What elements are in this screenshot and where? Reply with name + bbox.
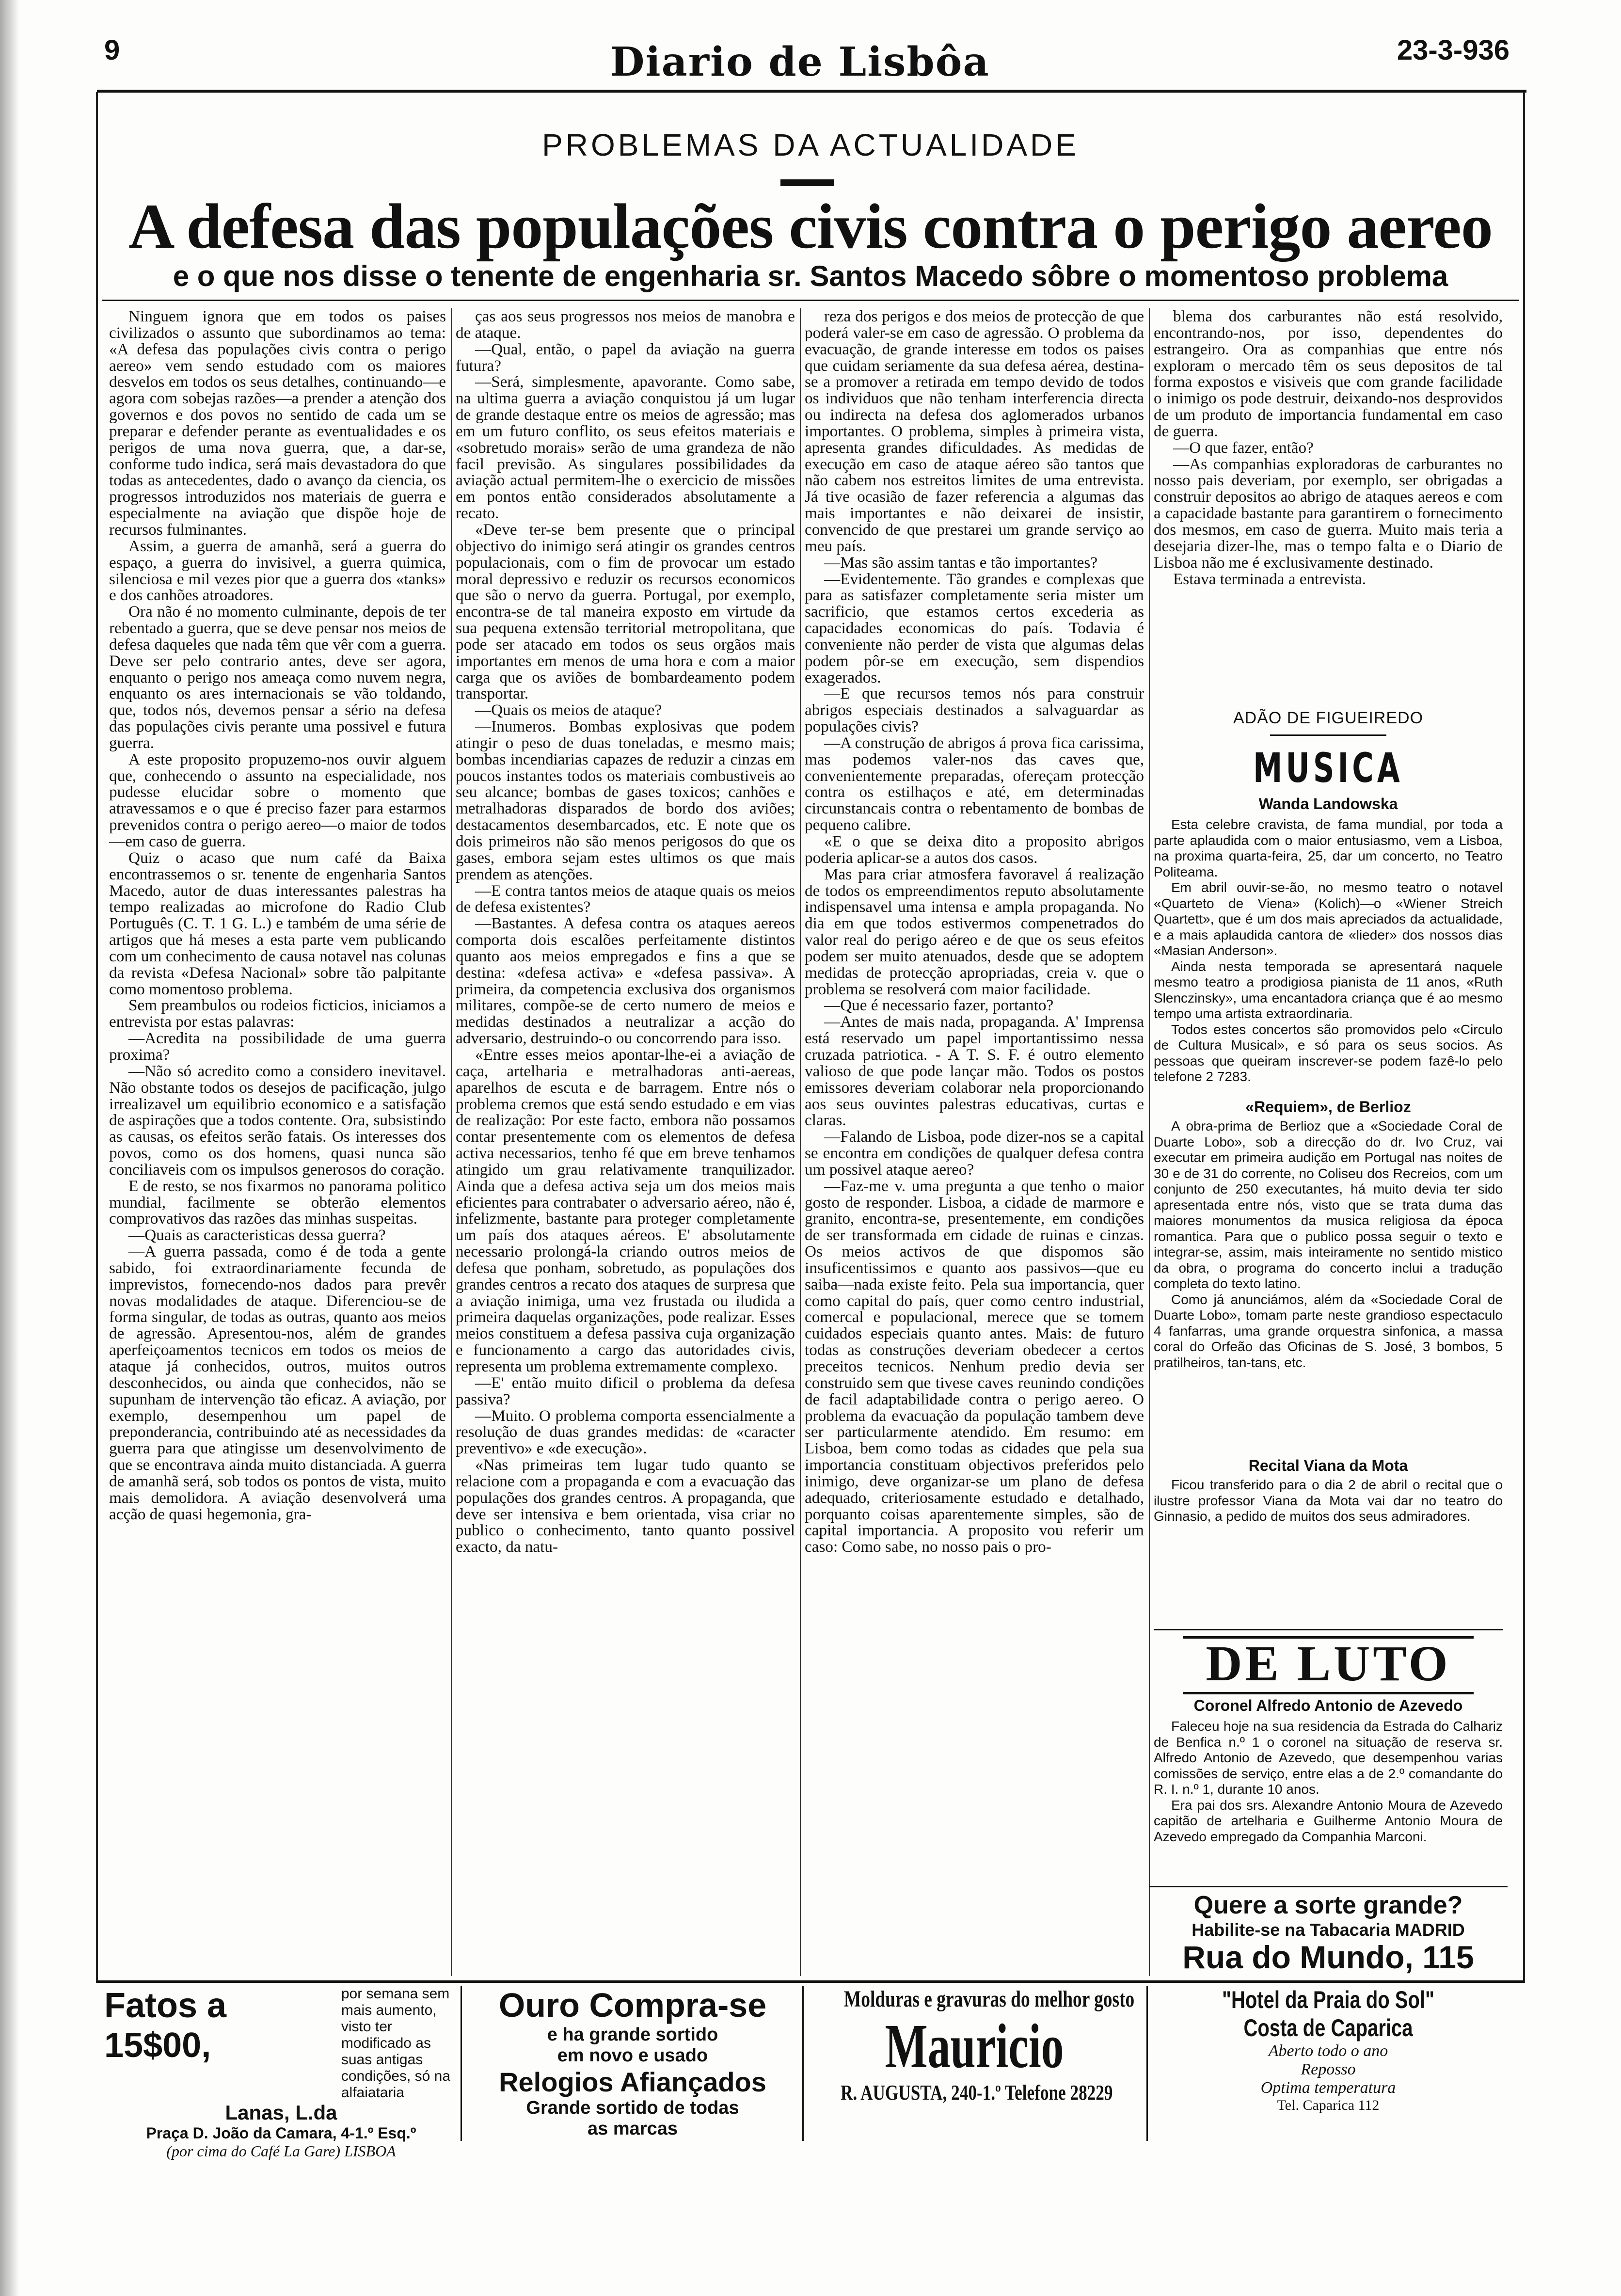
hotel-ad-line: Aberto todo o ano	[1268, 2042, 1388, 2060]
section-rule	[1154, 1629, 1503, 1630]
ad-rule	[1149, 1886, 1508, 1887]
music-item-heading: «Requiem», de Berlioz	[1245, 1098, 1411, 1116]
article-signature: ADÃO DE FIGUEIREDO	[1233, 709, 1424, 727]
paragraph: —Falando de Lisboa, pode dizer-nos se a capital se encontra em condições de qualquer defesa contra um possivel ataque aereo?	[805, 1128, 1144, 1179]
paragraph: —Acredita na possibilidade de uma guerra proxima?	[109, 1029, 446, 1064]
section-kicker: PROBLEMAS DA ACTUALIDADE	[542, 128, 1079, 162]
tailor-ad-detail: por semana sem mais aumento, visto ter modificado as suas antigas condições, só na alfaiataria	[341, 1986, 451, 2101]
hotel-ad-line: Reposso	[1301, 2060, 1356, 2078]
article-headline: A defesa das populações civis contra o perigo aereo	[128, 191, 1493, 262]
paragraph: Faleceu hoje na sua residencia da Estrada do Calhariz de Benfica n.º 1 o coronel na situação de reserva sr. Alfredo Antonio de Azevedo, que desempenhou varias comissões de serviço, entre elas a de 2.º comandante do R. I. n.º 1, durante 10 anos.	[1154, 1719, 1503, 1797]
paragraph: —E' então muito dificil o problema da defesa passiva?	[456, 1373, 795, 1408]
frames-ad-brand: Mauricio	[885, 2011, 1064, 2081]
paragraph: Ainda nesta temporada se apresentará naquele mesmo teatro a prodigiosa pianista de 11 anos, «Ruth Slenczinsky», uma encantadora criança que é ao mesmo tempo uma artista extraordinaria.	[1154, 958, 1503, 1021]
paragraph: —A guerra passada, como é de toda a gente sabido, foi extraordinariamente fecunda de imprevistos, fornecendo-nos dados para prevêr novas modalidades de ataque. Diferenciou-se de forma singular, de todas as outras, quanto aos meios de agressão. Apresentou-nos, além de grandes aperfeiçoamentos tecnicos em todos os meios de ataque já conhecidos, outros, muitos outros desconhecidos, ou ainda que conhecidos, não se supunham de intervenção tão eficaz. A aviação, por exemplo, desempenhou um papel de preponderancia, contribuindo até as necessidades da guerra para que atingisse um desenvolvimento de que se encontrava ainda muito distanciada. A guerra de amanhã será, sob todos os pontos de vista, muito mais demolidora. A aviação desenvolverá uma acção de quasi hegemonia, gra-	[109, 1243, 446, 1523]
tailor-ad-price: Fatos a 15$00,	[104, 1986, 227, 2065]
paragraph: Estava terminada a entrevista.	[1173, 570, 1367, 588]
obituary-text	[1154, 1719, 1503, 1883]
lottery-ad-line: Quere a sorte grande?	[1193, 1891, 1463, 1919]
obituary-subtitle: Coronel Alfredo Antonio de Azevedo	[1193, 1697, 1463, 1714]
paragraph: Sem preambulos ou rodeios ficticios, iniciamos a entrevista por estas palavras:	[109, 996, 446, 1031]
obituary-title: DE LUTO	[1183, 1636, 1474, 1694]
lottery-ad-line: Habilite-se na Tabacaria MADRID	[1192, 1920, 1465, 1940]
paragraph: Como já anunciámos, além da «Sociedade Coral de Duarte Lobo», tomam parte neste grandioso espectaculo 4 fanfarras, uma grande orquestra sinfonica, a massa coral do Orfeão das Oficinas de S. José, 3 bombos, 5 pratilheiros, tan-tans, etc.	[1154, 1292, 1503, 1370]
page-frame-left	[96, 92, 98, 1983]
masthead	[0, 0, 1621, 92]
paragraph: Quiz o acaso que num café da Baixa encontrassemos o sr. tenente de engenharia Santos Macedo, autor de duas interessantes palestras ha tempo realizadas ao microfone do Radio Club Português (C. T. 1 G. L.) e também de uma série de artigos que há meses a esta parte vem publicando com um conhecimento de causa notavel nas colunas da revista «Defesa Nacional» sobre tão palpitante como momentoso problema.	[109, 848, 446, 998]
paragraph: —Será, simplesmente, apavorante. Como sabe, na ultima guerra a aviação conquistou já um lugar de grande destaque entre os meios de agressão; mas em um futuro conflito, os seus efeitos materiais e «sobretudo morais» serão de uma grandeza de não facil previsão. As singulares possibilidades da aviação actual permitem-lhe o exercicio de missões em pontos então considerados absolutamente a recato.	[456, 373, 795, 523]
paragraph: Todos estes concertos são promovidos pelo «Circulo de Cultura Musical», e só para os seus socios. As pessoas que queiram inscrever-se podem fazê-lo pelo telefone 2 7283.	[1154, 1021, 1503, 1084]
signature-rule	[1270, 734, 1386, 736]
paragraph: reza dos perigos e dos meios de protecção de que poderá valer-se em caso de agressão. O problema da evacuação, de grande interesse em todos os paises que cuidam seriamente da sua defesa aérea, destina-se a promover a retirada em tempo devido de todos os individuos que não tenham interferencia directa ou indirecta na defesa dos aglomerados urbanos importantes. O problema, simples à primeira vista, apresenta grandes dificuldades. As medidas de execução em caso de ataque aéreo são tantos que não cabem nos estreitos limites de uma entrevista. Já tive ocasião de fazer referencia a algumas das mais importantes e não deixarei de insistir, convencido de que prestarei um grande serviço ao meu país.	[805, 307, 1144, 555]
gold-ad-line: Relogios Afiançados	[499, 2067, 766, 2097]
paragraph: «Entre esses meios apontar-lhe-ei a aviação de caça, artelharia e metralhadoras anti-aereas, aparelhos de escuta e de barragem. Entre nós o problema cremos que está sendo estudado e em vias de realização: Por este facto, embora não possamos contar presentemente com os elementos de defesa activa necessarios, tenho fé que em breve tenhamos atingido um grau relativamente tranquilizador. Ainda que a defesa activa seja um dos meios mais eficientes para contrabater o adversario aéreo, não é, infelizmente, bastante para proteger completamente um país dos ataques aéreos. E' absolutamente necessario prolongá-la criando outros meios de defesa que ponham, sobretudo, as populações dos grandes centros a recato dos ataques de surpresa que a aviação inimiga, uma vez frustada ou iludida a primeira daquelas organizações, pode realizar. Esses meios constituem a defesa passiva cuja organização e funcionamento a cargo das autoridades civis, representa um problema extremamente complexo.	[456, 1045, 795, 1375]
paragraph: —Muito. O problema comporta essencialmente a resolução de duas grandes medidas: de «caracter preventivo» e «de execução».	[456, 1406, 795, 1458]
tailor-ad-sub: (por cima do Café La Gare) LISBOA	[166, 2142, 396, 2160]
paragraph: —Qual, então, o papel da aviação na guerra futura?	[456, 340, 795, 375]
frames-ad-address: R. AUGUSTA, 240-1.º Telefone 28229	[841, 2081, 1113, 2105]
paragraph: —Inumeros. Bombas explosivas que podem atingir o peso de duas toneladas, e mesmo mais; bombas incendiarias capazes de reduzir a cinzas em poucos instantes todos os materiais combustiveis ao seu alcance; bombas de gases toxicos; canhões e metralhadoras disparados de bordo dos aviões; destacamentos desembarcados, etc. E note que os dois primeiros não são menos perigosos do que os gases, embora sejam estes ultimos os que mais prendem as atenções.	[456, 718, 795, 883]
paragraph: ças aos seus progressos nos meios de manobra e de ataque.	[456, 307, 795, 342]
paragraph: Esta celebre cravista, de fama mundial, por toda a parte aplaudida com o maior entusiasmo, vem a Lisboa, na proxima quarta-feira, 25, dar um concerto, no Teatro Politeama.	[1154, 817, 1503, 879]
frames-ad-headline: Molduras e gravuras do melhor gosto	[843, 1986, 1135, 2012]
paragraph: blema dos carburantes não está resolvido, encontrando-nos, por isso, dependentes do estrangeiro. Ora as companhias que entre nós exploram o mercado têm os seus depositos de tal forma expostos e visiveis que com grande facilidade o inimigo os pode destruir, deixando-nos desprovidos de um produto de importancia fundamental em caso de guerra.	[1154, 307, 1503, 440]
paragraph: —O que fazer, então?	[1173, 438, 1314, 457]
paragraph: «E o que se deixa dito a proposito abrigos poderia aplicar-se a autos dos casos.	[805, 832, 1144, 867]
masthead-rule	[97, 90, 1526, 93]
kicker-bar	[780, 179, 834, 186]
paragraph: —Não só acredito como a considero inevitavel. Não obstante todos os desejos de pacificação, julgo irrealizavel um equilibrio economico e a satisfação de aspirações que a todos contente. Ora, subsistindo as causas, os efeitos serão fatais. Os interesses dos povos, como os dos homens, quasi nunca são conciliaveis com os impulsos generosos do coração.	[109, 1062, 446, 1179]
music-item-2-text	[1154, 1118, 1503, 1458]
paragraph: —Mas são assim tantas e tão importantes?	[824, 553, 1098, 572]
music-item-heading: Wanda Landowska	[1258, 795, 1398, 813]
paragraph: —Faz-me v. uma pregunta a que tenho o maior gosto de responder. Lisboa, a cidade de marmore e granito, encontra-se, presentemente, em condições de ser transformada em cidade de ruinas e cinzas. Os meios activos de que dispomos são insuficentissimos e quanto aos passivos—que eu saiba—nada existe feito. Pela sua importancia, quer como capital do país, quer como centro industrial, comercal e populacional, merece que se tomem cuidados especiais quanto antes. Mais: de futuro todas as construções deveriam obedecer a certos preceitos tecnicos. Nenhum predio devia ser construido sem que tivese caves reunindo condições de facil adaptabilidade contra o perigo aereo. O problema da evacuação da população tambem deve ser particularmente atendido. Em resumo: em Lisboa, bem como todas as cidades que pela sua importancia constituam objectivos preferidos pelo inimigo, deve organizar-se um plano de defesa adequado, criteriosamente estudado e detalhado, porquanto coisas aparentemente simples, são de capital importancia. A proposito vou referir um caso: Como sabe, no nosso pais o pro-	[805, 1177, 1144, 1556]
paragraph: —Quais as caracteristicas dessa guerra?	[128, 1226, 386, 1244]
paragraph: —As companhias exploradoras de carburantes no nosso pais deveriam, por exemplo, ser obrigadas a construir depositos ao abrigo de ataques aereos e com a capacidade bastante para garantirem o fornecimento dos mesmos, em caso de guerra. Muito mais teria a desejaria dizer-lhe, mas o tempo falta e o Diario de Lisboa não me é exclusivamente destinado.	[1154, 455, 1503, 572]
article-column-4	[1154, 308, 1503, 725]
gold-ad-line: e ha grande sortido	[547, 2025, 718, 2045]
paragraph: —Evidentemente. Tão grandes e complexas que para as satisfazer completamente seria mister um sacrificio, que estamos certos excederia as capacidades economicas do país. Todavia é conveniente não perder de vista que algumas delas podem pôr-se em execução, sem dispendios exagerados.	[805, 570, 1144, 686]
tailor-ad-address: Praça D. João da Camara, 4-1.º Esq.º	[146, 2124, 416, 2142]
scan-edge	[0, 0, 19, 2296]
paragraph: Em abril ouvir-se-ão, no mesmo teatro o notavel «Quarteto de Viena» (Kolich)—o «Wiener Streich Quartett», que é um dos mais apreciados da actualidade, e a mais aplaudida cantora de «lieder» dos nossos dias «Masian Anderson».	[1154, 880, 1503, 958]
hotel-ad	[1149, 1986, 1508, 2141]
paragraph: E de resto, se nos fixarmos no panorama politico mundial, facilmente se obterão elementos comprovativos das razões das minhas suspeitas.	[109, 1177, 446, 1228]
music-item-heading: Recital Viana da Mota	[1248, 1457, 1408, 1474]
paragraph: Era pai dos srs. Alexandre Antonio Moura de Azevedo capitão de artelharia e Guilherme Antonio Moura de Azevedo empregado da Companhia Marconi.	[1154, 1797, 1503, 1844]
gold-ad-line: em novo e usado	[557, 2045, 708, 2066]
ad-separator	[461, 1986, 462, 2141]
gold-ad-headline: Ouro Compra-se	[498, 1986, 767, 2024]
hotel-ad-line: Optima temperatura	[1260, 2079, 1396, 2097]
paragraph: —Que é necessario fazer, portanto?	[824, 996, 1054, 1015]
paragraph: «Deve ter-se bem presente que o principal objectivo do inimigo será atingir os grandes centros populacionais, com o fim de provocar um estado moral depressivo e reduzir os recursos economicos que são o nervo da guerra. Portugal, por exemplo, encontra-se de tal maneira exposto em virtude da sua pequena extensão territorial metropolitana, que pode ser atacado em todos os seus orgãos mais importantes em menos de uma hora e com a maior carga que os aviões de bombardeamento podem transportar.	[456, 520, 795, 703]
paragraph: Mas para criar atmosfera favoravel á realização de todos os empreendimentos reputo absolutamente indispensavel uma intensa e ampla propaganda. No dia em que todos estivermos compenetrados do valor real do perigo aéreo e de que os seus efeitos podem ser muito atenuados, desde que se adoptem medidas de protecção apropriadas, creia v. que o problema se resolverá com maior facilidade.	[805, 865, 1144, 998]
ad-separator	[802, 1986, 804, 2141]
music-section-title: MUSICA	[1253, 744, 1403, 792]
lottery-ad-address: Rua do Mundo, 115	[1182, 1939, 1474, 1975]
paragraph: Assim, a guerra de amanhã, será a guerra do espaço, a guerra do invisivel, a guerra quimica, silenciosa e mil vezes pior que a guerra dos «tanks» e dos canhões atroadores.	[109, 537, 446, 605]
headline-rule	[102, 300, 1519, 301]
hotel-ad-phone: Tel. Caparica 112	[1277, 2097, 1380, 2113]
hotel-ad-name: "Hotel da Praia do Sol"	[1222, 1986, 1434, 2013]
paragraph: «Nas primeiras tem lugar tudo quanto se relacione com a propaganda e com a evacuação das populações dos grandes centros. A propaganda, que deve ser intensiva e bem orientada, visa criar no publico o conhecimento, tanto quanto possivel exacto, da natu-	[456, 1456, 795, 1556]
column-rule	[451, 308, 452, 1976]
gold-ad-line: Grande sortido de todas	[526, 2098, 739, 2118]
gold-ad	[465, 1986, 800, 2141]
article-column-3	[805, 308, 1144, 1976]
lottery-ad	[1149, 1891, 1508, 1973]
ad-separator	[1146, 1986, 1148, 2141]
hotel-ad-place: Costa de Caparica	[1243, 2014, 1413, 2041]
music-item-3-text	[1154, 1477, 1503, 1540]
paragraph: —Bastantes. A defesa contra os ataques aereos comporta dois escalões perfeitamente distintos quanto aos meios empregados e fins a que se destina: «defesa activa» e «defesa passiva». A primeira, da competencia exclusiva dos organismos militares, compõe-se de certo numero de meios e medidas destinados a neutralizar a acção do adversario, destruindo-o ou concorrendo para isso.	[456, 914, 795, 1048]
paragraph: —E que recursos temos nós para construir abrigos especiais destinados a salvaguardar as populações civis?	[805, 685, 1144, 736]
page-number: 9	[104, 34, 120, 66]
paragraph: —Quais os meios de ataque?	[475, 701, 662, 719]
column-rule	[1149, 308, 1150, 1976]
article-column-2	[456, 308, 795, 1976]
article-subheadline: e o que nos disse o tenente de engenharia sr. Santos Macedo sôbre o momentoso problema	[173, 260, 1448, 292]
paragraph: —E contra tantos meios de ataque quais os meios de defesa existentes?	[456, 881, 795, 916]
newspaper-title: Diario de Lisbôa	[610, 39, 990, 85]
tailor-ad	[104, 1986, 458, 2160]
paragraph: A obra-prima de Berlioz que a «Sociedade Coral de Duarte Lobo», sob a direcção do dr. Ivo Cruz, vai executar em primeira audição em Portugal nas noites de 30 e de 31 do corrente, no Coliseu dos Recreios, com um conjunto de 250 executantes, há muito devia ter sido apresentada entre nós, visto que se trata duma das maiores monumentos da musica religiosa da época romantica. Para que o publico possa seguir o texto e integrar-se, assim, mais inteiramente no sentido mistico da obra, o programa do concerto inclui a tradução completa do texto latino.	[1154, 1118, 1503, 1291]
paragraph: A este proposito propuzemo-nos ouvir alguem que, conhecendo o assunto na especialidade, nos pudesse elucidar sobre o momento que atravessamos e o que é preciso fazer para estarmos prevenidos contra o perigo aereo—o maior de todos—em caso de guerra.	[109, 750, 446, 850]
ads-rule	[97, 1980, 1524, 1983]
paragraph: —A construção de abrigos á prova fica carissima, mas podemos valer-nos das caves que, convenientemente preparadas, ofereçam protecção contra os estilhaços e até, em determinadas circunstancais contra o rebentamento de bombas de pequeno calibre.	[805, 733, 1144, 834]
column-rule	[800, 308, 801, 1976]
paragraph: —Antes de mais nada, propaganda. A' Imprensa está reservado um papel importantissimo nessa cruzada patriotica. - A T. S. F. é outro elemento valioso de que pode lançar mão. Todos os postos emissores deveriam colaborar nela proporcionando aos seus ouvintes palestras educativas, curtas e claras.	[805, 1013, 1144, 1130]
paragraph: Ninguem ignora que em todos os paises civilizados o assunto que subordinamos ao tema: «A defesa das populações civis contra o perigo aereo» vem sendo estudado com os maiores desvelos em todos os seus detalhes, continuando—e agora com sobejas razões—a prender a atenção dos governos e dos povos no sentido de cada um se preparar e defender perante as eventualidades e os perigos de uma nova guerra, que, a dar-se, conforme tudo indica, será mais devastadora do que todas as antecedentes, dado o avanço da ciencia, os progressos introduzidos nos materiais de guerra e especialmente na aviação que dispõe hoje de recursos fulminantes.	[109, 307, 446, 539]
frames-ad	[807, 1986, 1142, 2141]
tailor-ad-name: Lanas, L.da	[225, 2101, 337, 2124]
gold-ad-line: as marcas	[588, 2119, 678, 2139]
paragraph: Ora não é no momento culminante, depois de ter rebentado a guerra, que se deve pensar nos meios de defesa daqueles que nada têm que vêr com a guerra. Deve ser pelo contrario antes, deve ser agora, enquanto o perigo nos ameaça como nuvem negra, enquanto os ares internacionais se vão toldando, que, todos nós, devemos pensar a sério na defesa das populações civis perante uma possivel e futura guerra.	[109, 603, 446, 752]
page-frame-right	[1523, 92, 1525, 1983]
issue-date: 23-3-936	[1397, 34, 1510, 66]
music-item-1-text	[1154, 817, 1503, 1096]
paragraph: Ficou transferido para o dia 2 de abril o recital que o ilustre professor Viana da Mota vai dar no teatro do Ginnasio, a pedido de muitos dos seus admiradores.	[1154, 1477, 1503, 1524]
article-column-1	[109, 308, 446, 1976]
